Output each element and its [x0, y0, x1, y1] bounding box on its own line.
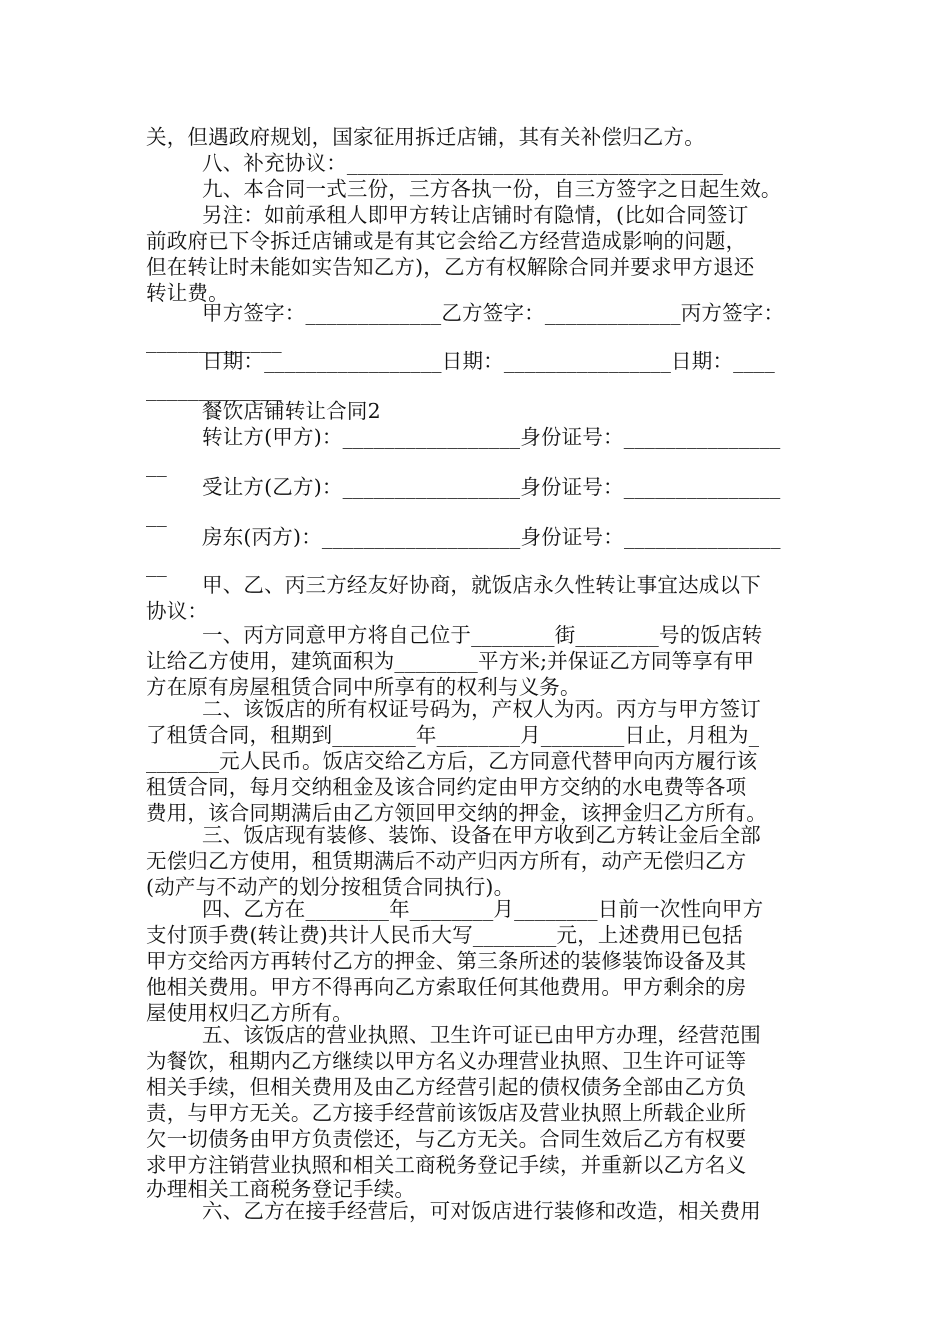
text-line: 相关手续，但相关费用及由乙方经营引起的债权债务全部由乙方负 — [146, 1075, 747, 1099]
text-line: 甲方交给丙方再转付乙方的押金、第三条所述的装修装饰设备及其 — [146, 949, 747, 973]
text-line: 八、补充协议：____________________________________ — [202, 151, 724, 175]
section-title: 餐饮店铺转让合同2 — [202, 399, 381, 423]
text-line: (动产与不动产的划分按租赁合同执行)。 — [146, 875, 515, 899]
text-line: 求甲方注销营业执照和相关工商税务登记手续，并重新以乙方名义 — [146, 1153, 747, 1177]
text-line: 另注：如前承租人即甲方转让店铺时有隐情，(比如合同签订 — [202, 203, 749, 227]
text-line: 欠一切债务由甲方负责偿还，与乙方无关。合同生效后乙方有权要 — [146, 1127, 747, 1151]
party-line: 转让方(甲方)：_________________身份证号：_______________ — [202, 425, 781, 449]
date-line-cont: _____________ — [146, 377, 282, 401]
party-line: 房东(丙方)：___________________身份证号：_______________ — [202, 525, 781, 549]
signature-line-cont: _____________ — [146, 329, 282, 353]
text-line: 责，与甲方无关。乙方接手经营前该饭店及营业执照上所载企业所 — [146, 1101, 747, 1125]
text-line: 无偿归乙方使用，租赁期满后不动产归丙方所有，动产无偿归乙方 — [146, 849, 747, 873]
text-line: 五、该饭店的营业执照、卫生许可证已由甲方办理，经营范围 — [202, 1023, 761, 1047]
text-line: 甲、乙、丙三方经友好协商，就饭店永久性转让事宜达成以下 — [202, 573, 761, 597]
text-line: 协议： — [146, 599, 209, 623]
text-line: 六、乙方在接手经营后，可对饭店进行装修和改造，相关费用 — [202, 1199, 761, 1223]
text-line: 办理相关工商税务登记手续。 — [146, 1177, 416, 1201]
date-line: 日期：_________________日期：________________日期：____ — [202, 349, 775, 373]
text-line: 费用，该合同期满后由乙方领回甲交纳的押金，该押金归乙方所有。 — [146, 801, 767, 825]
text-line: 九、本合同一式三份，三方各执一份，自三方签字之日起生效。 — [202, 177, 782, 201]
text-line: 支付顶手费(转让费)共计人民币大写________元，上述费用已包括 — [146, 923, 743, 947]
text-line: 三、饭店现有装修、装饰、设备在甲方收到乙方转让金后全部 — [202, 823, 761, 847]
text-line: 方在原有房屋租赁合同中所享有的权利与义务。 — [146, 675, 581, 699]
party-line-cont: __ — [146, 503, 167, 527]
text-line: 转让费。 — [146, 281, 229, 305]
party-line: 受让方(乙方)：_________________身份证号：_______________ — [202, 475, 781, 499]
text-line: 二、该饭店的所有权证号码为，产权人为丙。丙方与甲方签订 — [202, 697, 761, 721]
text-line: 关，但遇政府规划，国家征用拆迁店铺，其有关补偿归乙方。 — [146, 125, 705, 149]
text-line: 但在转让时未能如实告知乙方)，乙方有权解除合同并要求甲方退还 — [146, 255, 755, 279]
party-line-cont: __ — [146, 453, 167, 477]
party-line-cont: __ — [146, 553, 167, 577]
text-line: _______元人民币。饭店交给乙方后，乙方同意代替甲向丙方履行该 — [146, 749, 758, 773]
text-line: 他相关费用。甲方不得再向乙方索取任何其他费用。甲方剩余的房 — [146, 975, 747, 999]
text-line: 屋使用权归乙方所有。 — [146, 1001, 353, 1025]
text-line: 租赁合同，每月交纳租金及该合同约定由甲方交纳的水电费等各项 — [146, 775, 747, 799]
text-line: 为餐饮，租期内乙方继续以甲方名义办理营业执照、卫生许可证等 — [146, 1049, 747, 1073]
text-line: 四、乙方在________年________月________日前一次性向甲方 — [202, 897, 764, 921]
text-line: 让给乙方使用，建筑面积为________平方米;并保证乙方同等享有甲 — [146, 649, 755, 673]
text-line: 一、丙方同意甲方将自己位于________街________号的饭店转 — [202, 623, 763, 647]
text-line: 前政府已下令拆迁店铺或是有其它会给乙方经营造成影响的问题， — [146, 229, 747, 253]
signature-line: 甲方签字：_____________乙方签字：_____________丙方签字： — [202, 301, 785, 325]
text-line: 了租赁合同，租期到________年________月________日止，月租为_ — [146, 723, 760, 747]
